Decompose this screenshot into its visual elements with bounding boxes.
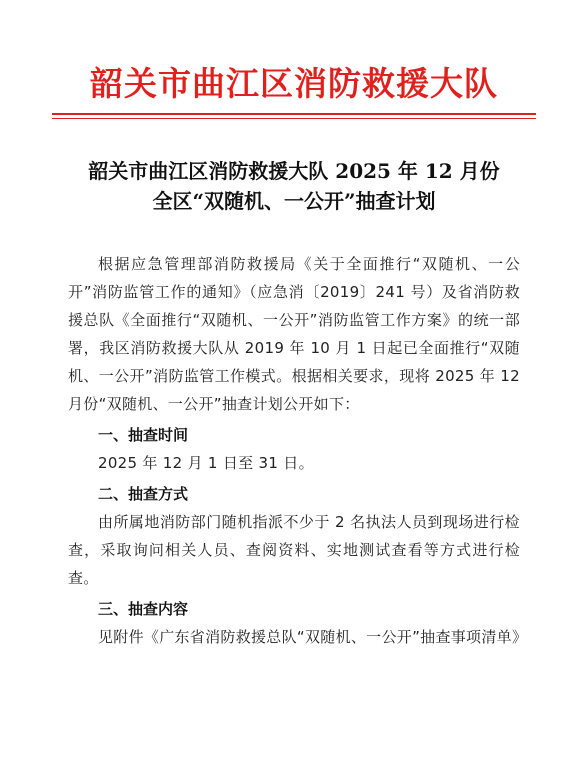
section-text-time: 2025 年 12 月 1 日至 31 日。 [98, 454, 314, 472]
document-title [40, 156, 548, 216]
document-title-line-2: 全区“双随机、一公开”抽查计划 [152, 189, 436, 213]
section-heading-time: 一、抽查时间 [98, 426, 189, 444]
section-heading-content: 三、抽查内容 [98, 600, 189, 618]
section-text-content: 见附件《广东省消防救援总队“双随机、一公开”抽查事项清单》 [98, 628, 528, 646]
letterhead-rule-thin [52, 118, 536, 119]
letterhead-title: 韶关市曲江区消防救援大队 [90, 64, 498, 103]
letterhead-rule-thick [52, 113, 536, 115]
section-text-method: 由所属地消防部门随机指派不少于 2 名执法人员到现场进行检查，采取询问相关人员、查阅资料、实地测试查看等方式进行检查。 [68, 513, 520, 587]
intro-paragraph: 根据应急管理部消防救援局《关于全面推行“双随机、一公开”消防监管工作的通知》（应急消〔2019〕241 号）及省消防救援总队《全面推行“双随机、一公开”消防监管工作方案》的统一部署，我区消防救援大队从 2019 年 10 月 1 日起已全面推行“双随机、一公开”消防监管工作模式。根据相关要求，现将 2025 年 12 月份“双随机、一公开”抽查计划公开如下： [68, 255, 520, 413]
document-body [68, 250, 528, 651]
section-heading-method: 二、抽查方式 [98, 485, 189, 503]
document-title-line-1: 韶关市曲江区消防救援大队 2025 年 12 月份 [88, 159, 500, 183]
